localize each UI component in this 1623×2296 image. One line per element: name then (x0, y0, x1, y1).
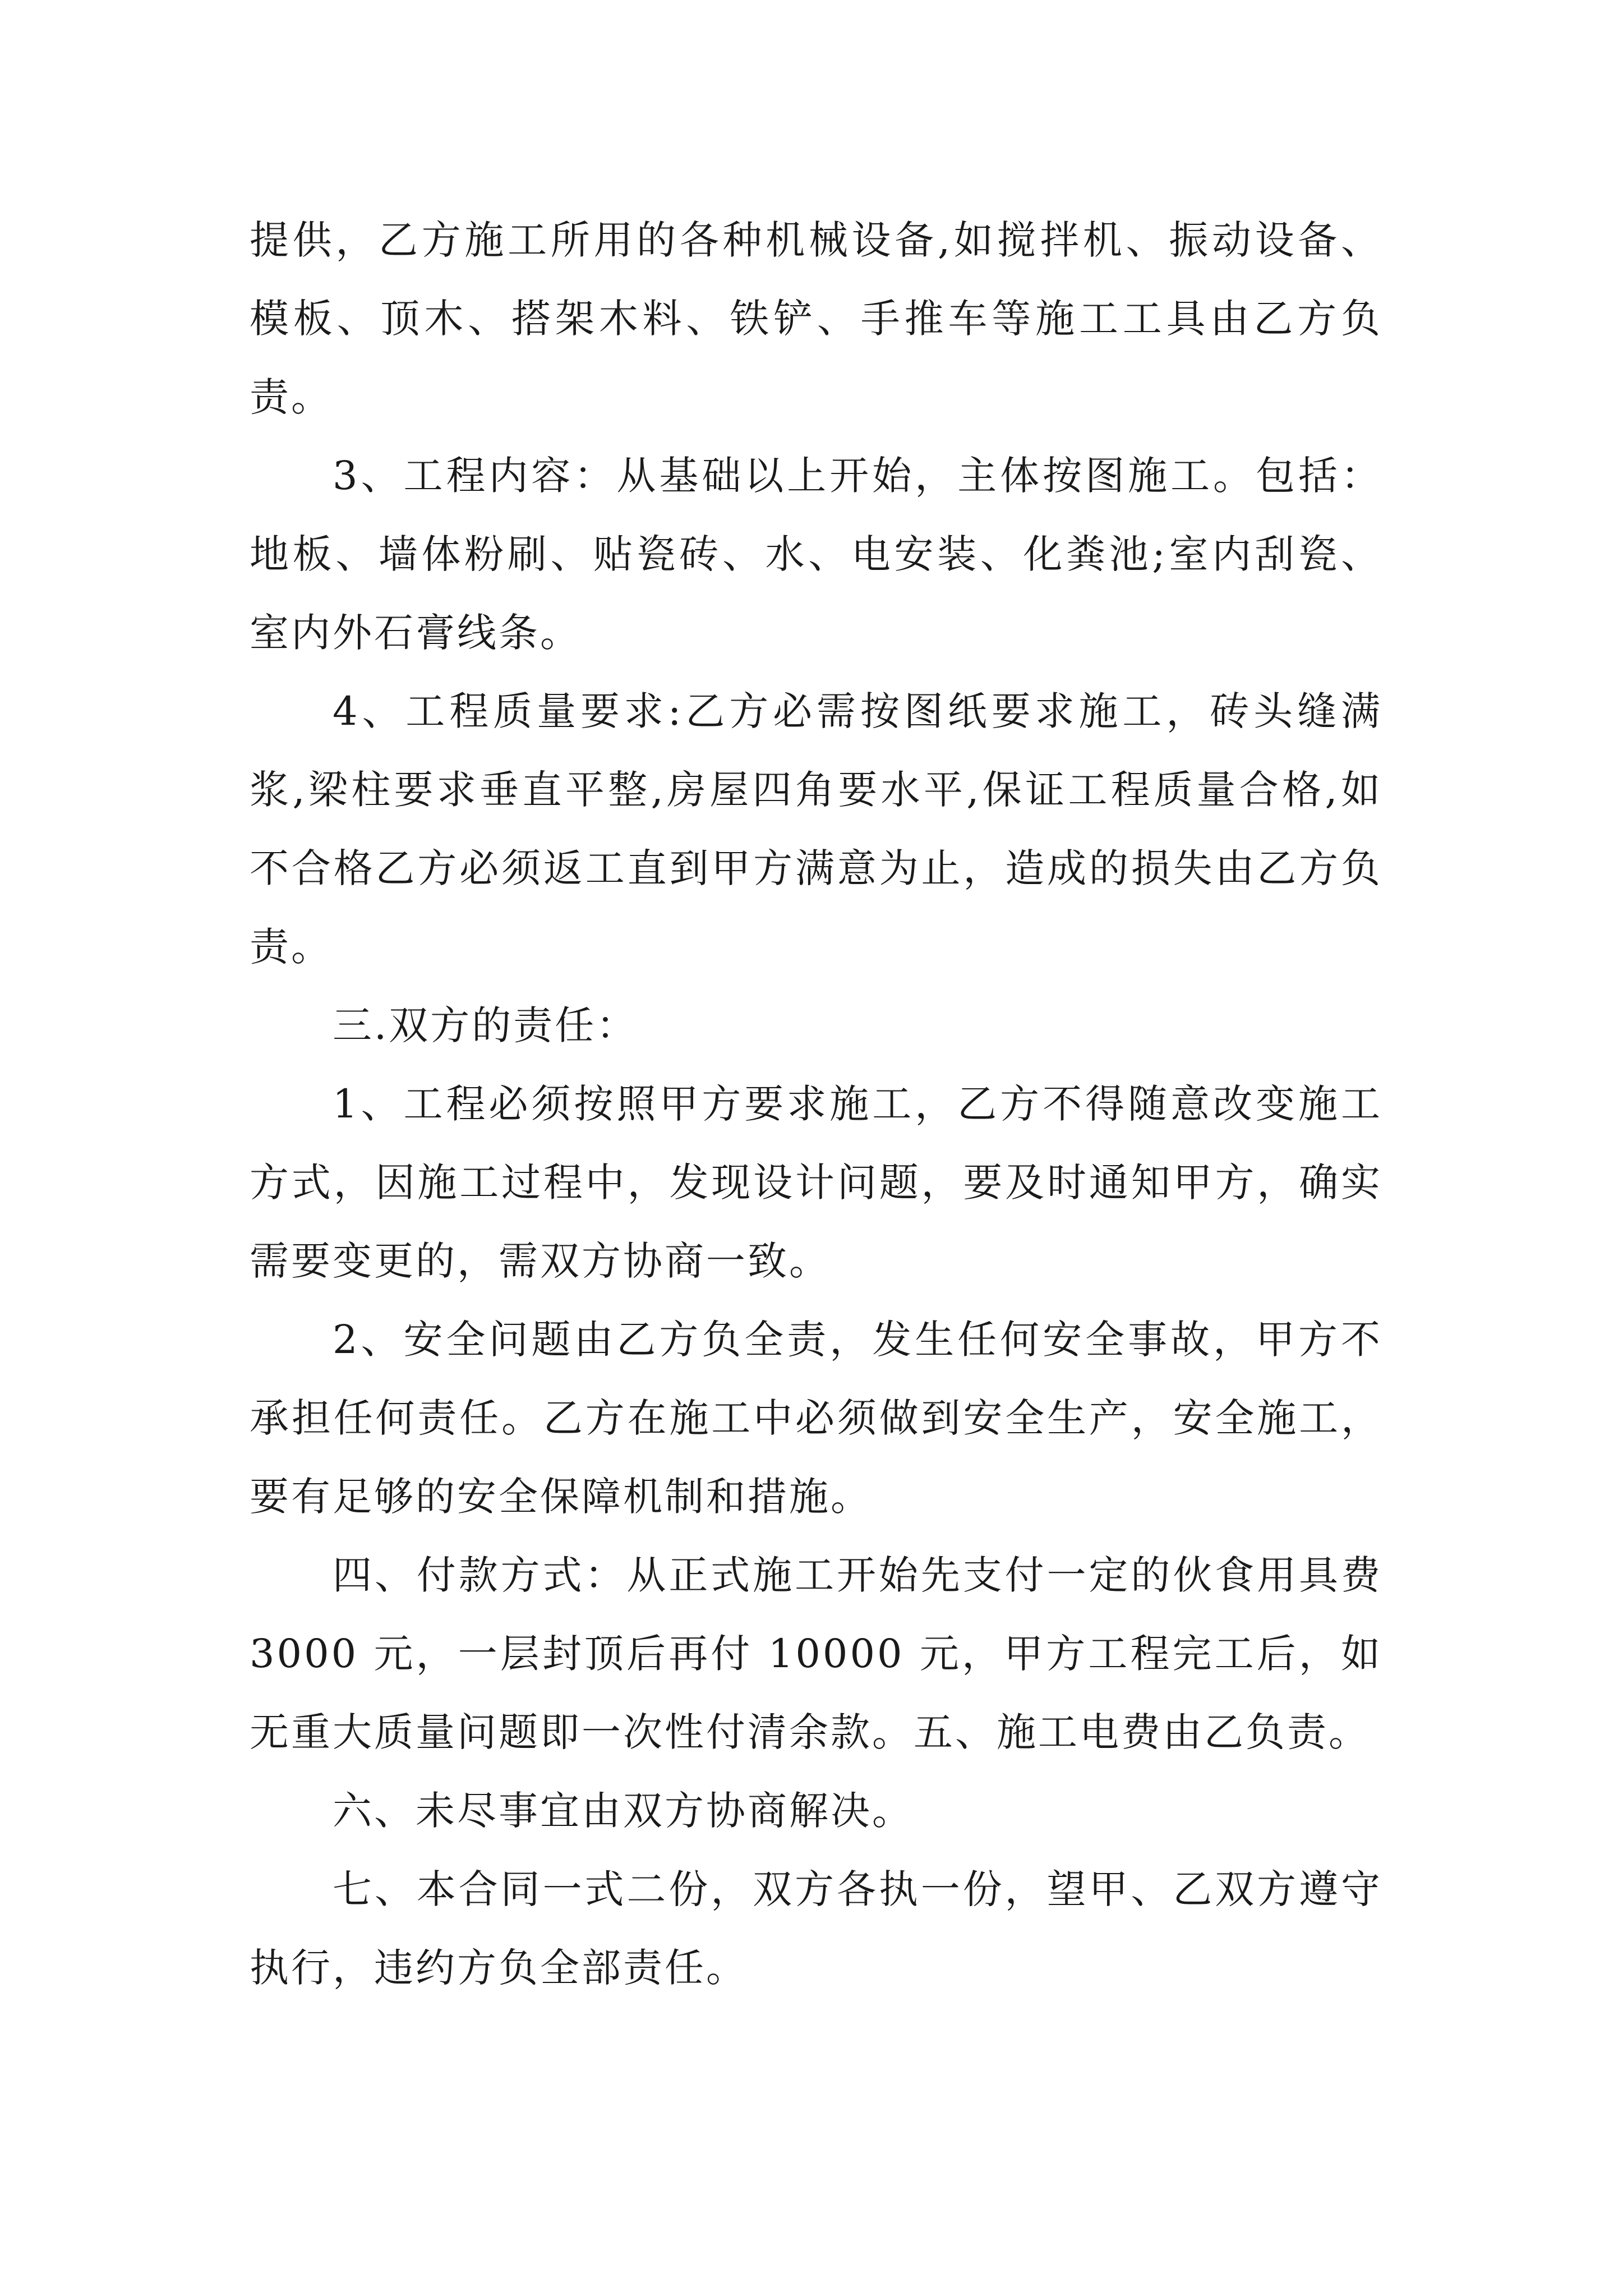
paragraph-safety: 2、安全问题由乙方负全责，发生任何安全事故，甲方不承担任何责任。乙方在施工中必须做到安全生产，安全施工，要有足够的安全保障机制和措施。 (250, 1317, 1382, 1520)
paragraph-project-content: 3、工程内容：从基础以上开始，主体按图施工。包括：地板、墙体粉刷、贴瓷砖、水、电安装、化粪池;室内刮瓷、室内外石膏线条。 (250, 453, 1382, 656)
section-heading-responsibilities: 三.双方的责任： (333, 1002, 638, 1048)
document-body (250, 201, 1382, 2007)
paragraph-construction-method: 1、工程必须按照甲方要求施工，乙方不得随意改变施工方式，因施工过程中，发现设计问题，要及时通知甲方，确实需要变更的，需双方协商一致。 (250, 1081, 1382, 1284)
paragraph-payment-terms: 四、付款方式：从正式施工开始先支付一定的伙食用具费 3000 元，一层封顶后再付 10000 元，甲方工程完工后，如无重大质量问题即一次性付清余款。五、施工电费由乙负责。 (250, 1552, 1382, 1755)
paragraph-equipment-responsibility: 提供，乙方施工所用的各种机械设备,如搅拌机、振动设备、模板、顶木、搭架木料、铁铲、手推车等施工工具由乙方负责。 (250, 217, 1382, 420)
paragraph-unresolved-matters: 六、未尽事宜由双方协商解决。 (333, 1788, 914, 1834)
paragraph-contract-copies: 七、本合同一式二份，双方各执一份，望甲、乙双方遵守执行，违约方负全部责任。 (250, 1866, 1382, 1991)
paragraph-quality-requirements: 4、工程质量要求:乙方必需按图纸要求施工，砖头缝满浆,梁柱要求垂直平整,房屋四角要水平,保证工程质量合格,如不合格乙方必须返工直到甲方满意为止，造成的损失由乙方负责。 (250, 688, 1382, 970)
